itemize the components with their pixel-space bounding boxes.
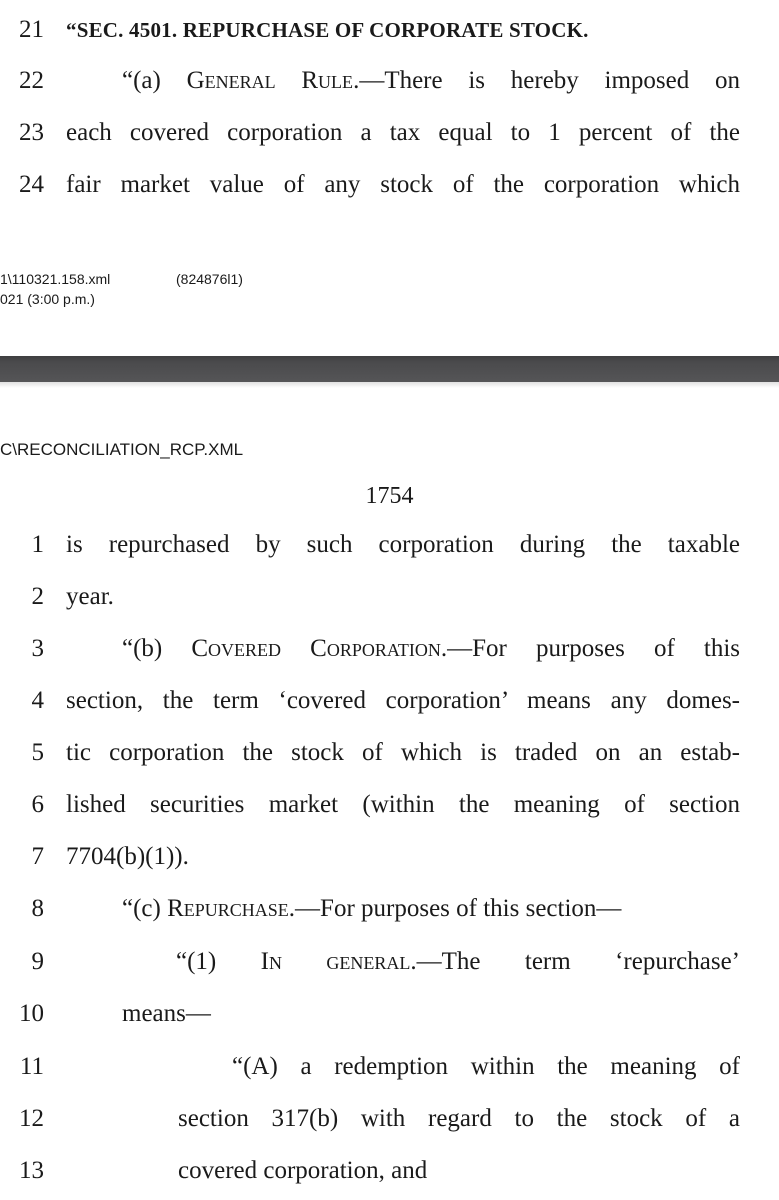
line-number: 3	[31, 635, 44, 662]
text-run: “SEC. 4501. REPURCHASE OF CORPORATE STOCK.	[66, 18, 589, 42]
text-run: 7704(b)(1)).	[66, 843, 189, 870]
section-heading	[66, 12, 589, 48]
line-text	[122, 63, 740, 99]
line-number: 22	[19, 67, 44, 94]
text-run: means—	[122, 1000, 211, 1027]
text-run: “(b)	[122, 635, 192, 662]
text-line	[0, 579, 779, 615]
text-run: .—There is hereby imposed on	[353, 67, 740, 94]
text-line	[0, 735, 779, 771]
line-number: 8	[31, 895, 44, 922]
text-line	[0, 63, 779, 99]
text-line	[0, 115, 779, 151]
line-number: 13	[19, 1157, 44, 1184]
text-run: “(c)	[122, 895, 168, 922]
text-line	[0, 891, 779, 927]
line-text	[66, 167, 740, 203]
line-text	[176, 944, 740, 980]
line-text	[66, 839, 189, 875]
text-run: covered corporation, and	[178, 1157, 428, 1184]
line-text	[66, 683, 740, 719]
text-run: .—For purposes of this section—	[288, 895, 622, 922]
text-run: .—The term ‘repurchase’	[410, 948, 740, 975]
line-number: 21	[19, 16, 44, 43]
text-run: lished securities market (within the meaning of section	[66, 791, 740, 818]
text-run: year.	[66, 583, 114, 610]
line-number: 10	[19, 1000, 44, 1027]
line-text	[178, 1101, 740, 1137]
line-text	[122, 631, 740, 667]
text-line	[0, 167, 779, 203]
text-line	[0, 1153, 779, 1189]
text-line	[0, 683, 779, 719]
line-number: 6	[31, 791, 44, 818]
text-run: “(A) a redemption within the meaning of	[232, 1053, 740, 1080]
text-line	[0, 996, 779, 1032]
line-number: 23	[19, 119, 44, 146]
text-run: is repurchased by such corporation during the taxable	[66, 531, 740, 558]
text-run: tic corporation the stock of which is traded on an estab-	[66, 739, 740, 766]
line-number: 1	[31, 531, 44, 558]
file-header: C\RECONCILIATION_RCP.XML	[0, 440, 244, 459]
line-number: 24	[19, 171, 44, 198]
line-number: 4	[31, 687, 44, 714]
line-text	[66, 527, 740, 563]
text-line	[0, 1049, 779, 1085]
footer-file-path: 1\110321.158.xml	[0, 271, 111, 287]
small-caps-heading: In general	[260, 948, 411, 975]
text-run: section 317(b) with regard to the stock of a	[178, 1105, 740, 1132]
page-number: 1754	[365, 483, 414, 509]
text-line	[0, 527, 779, 563]
line-number: 9	[31, 948, 44, 975]
page-divider	[0, 356, 779, 382]
line-number: 11	[19, 1053, 44, 1080]
line-text	[66, 787, 740, 823]
text-line	[0, 787, 779, 823]
text-run: “(a)	[122, 67, 187, 94]
line-number: 7	[31, 843, 44, 870]
line-text	[122, 891, 621, 927]
text-line	[0, 12, 779, 48]
text-line	[0, 1101, 779, 1137]
text-run: section, the term ‘covered corporation’ means any domes-	[66, 687, 740, 714]
text-line	[0, 944, 779, 980]
line-text	[178, 1153, 427, 1189]
footer-date: 021 (3:00 p.m.)	[0, 291, 95, 307]
text-run: .—For purposes of this	[440, 635, 740, 662]
text-line	[0, 631, 779, 667]
line-number: 12	[19, 1105, 44, 1132]
line-text	[66, 735, 740, 771]
text-run: each covered corporation a tax equal to 1 percent of the	[66, 119, 740, 146]
line-text	[66, 115, 740, 151]
text-line	[0, 839, 779, 875]
text-run: “(1)	[176, 948, 261, 975]
small-caps-heading: Covered Corporation	[191, 635, 441, 662]
small-caps-heading: General Rule	[186, 67, 354, 94]
line-text	[122, 996, 211, 1032]
line-text	[66, 579, 114, 615]
text-run: fair market value of any stock of the corporation which	[66, 171, 740, 198]
page-divider-shadow	[0, 382, 779, 388]
small-caps-heading: Repurchase	[167, 895, 289, 922]
footer-doc-id: (824876l1)	[176, 271, 243, 287]
line-text	[232, 1049, 740, 1085]
line-number: 5	[31, 739, 44, 766]
line-number: 2	[31, 583, 44, 610]
